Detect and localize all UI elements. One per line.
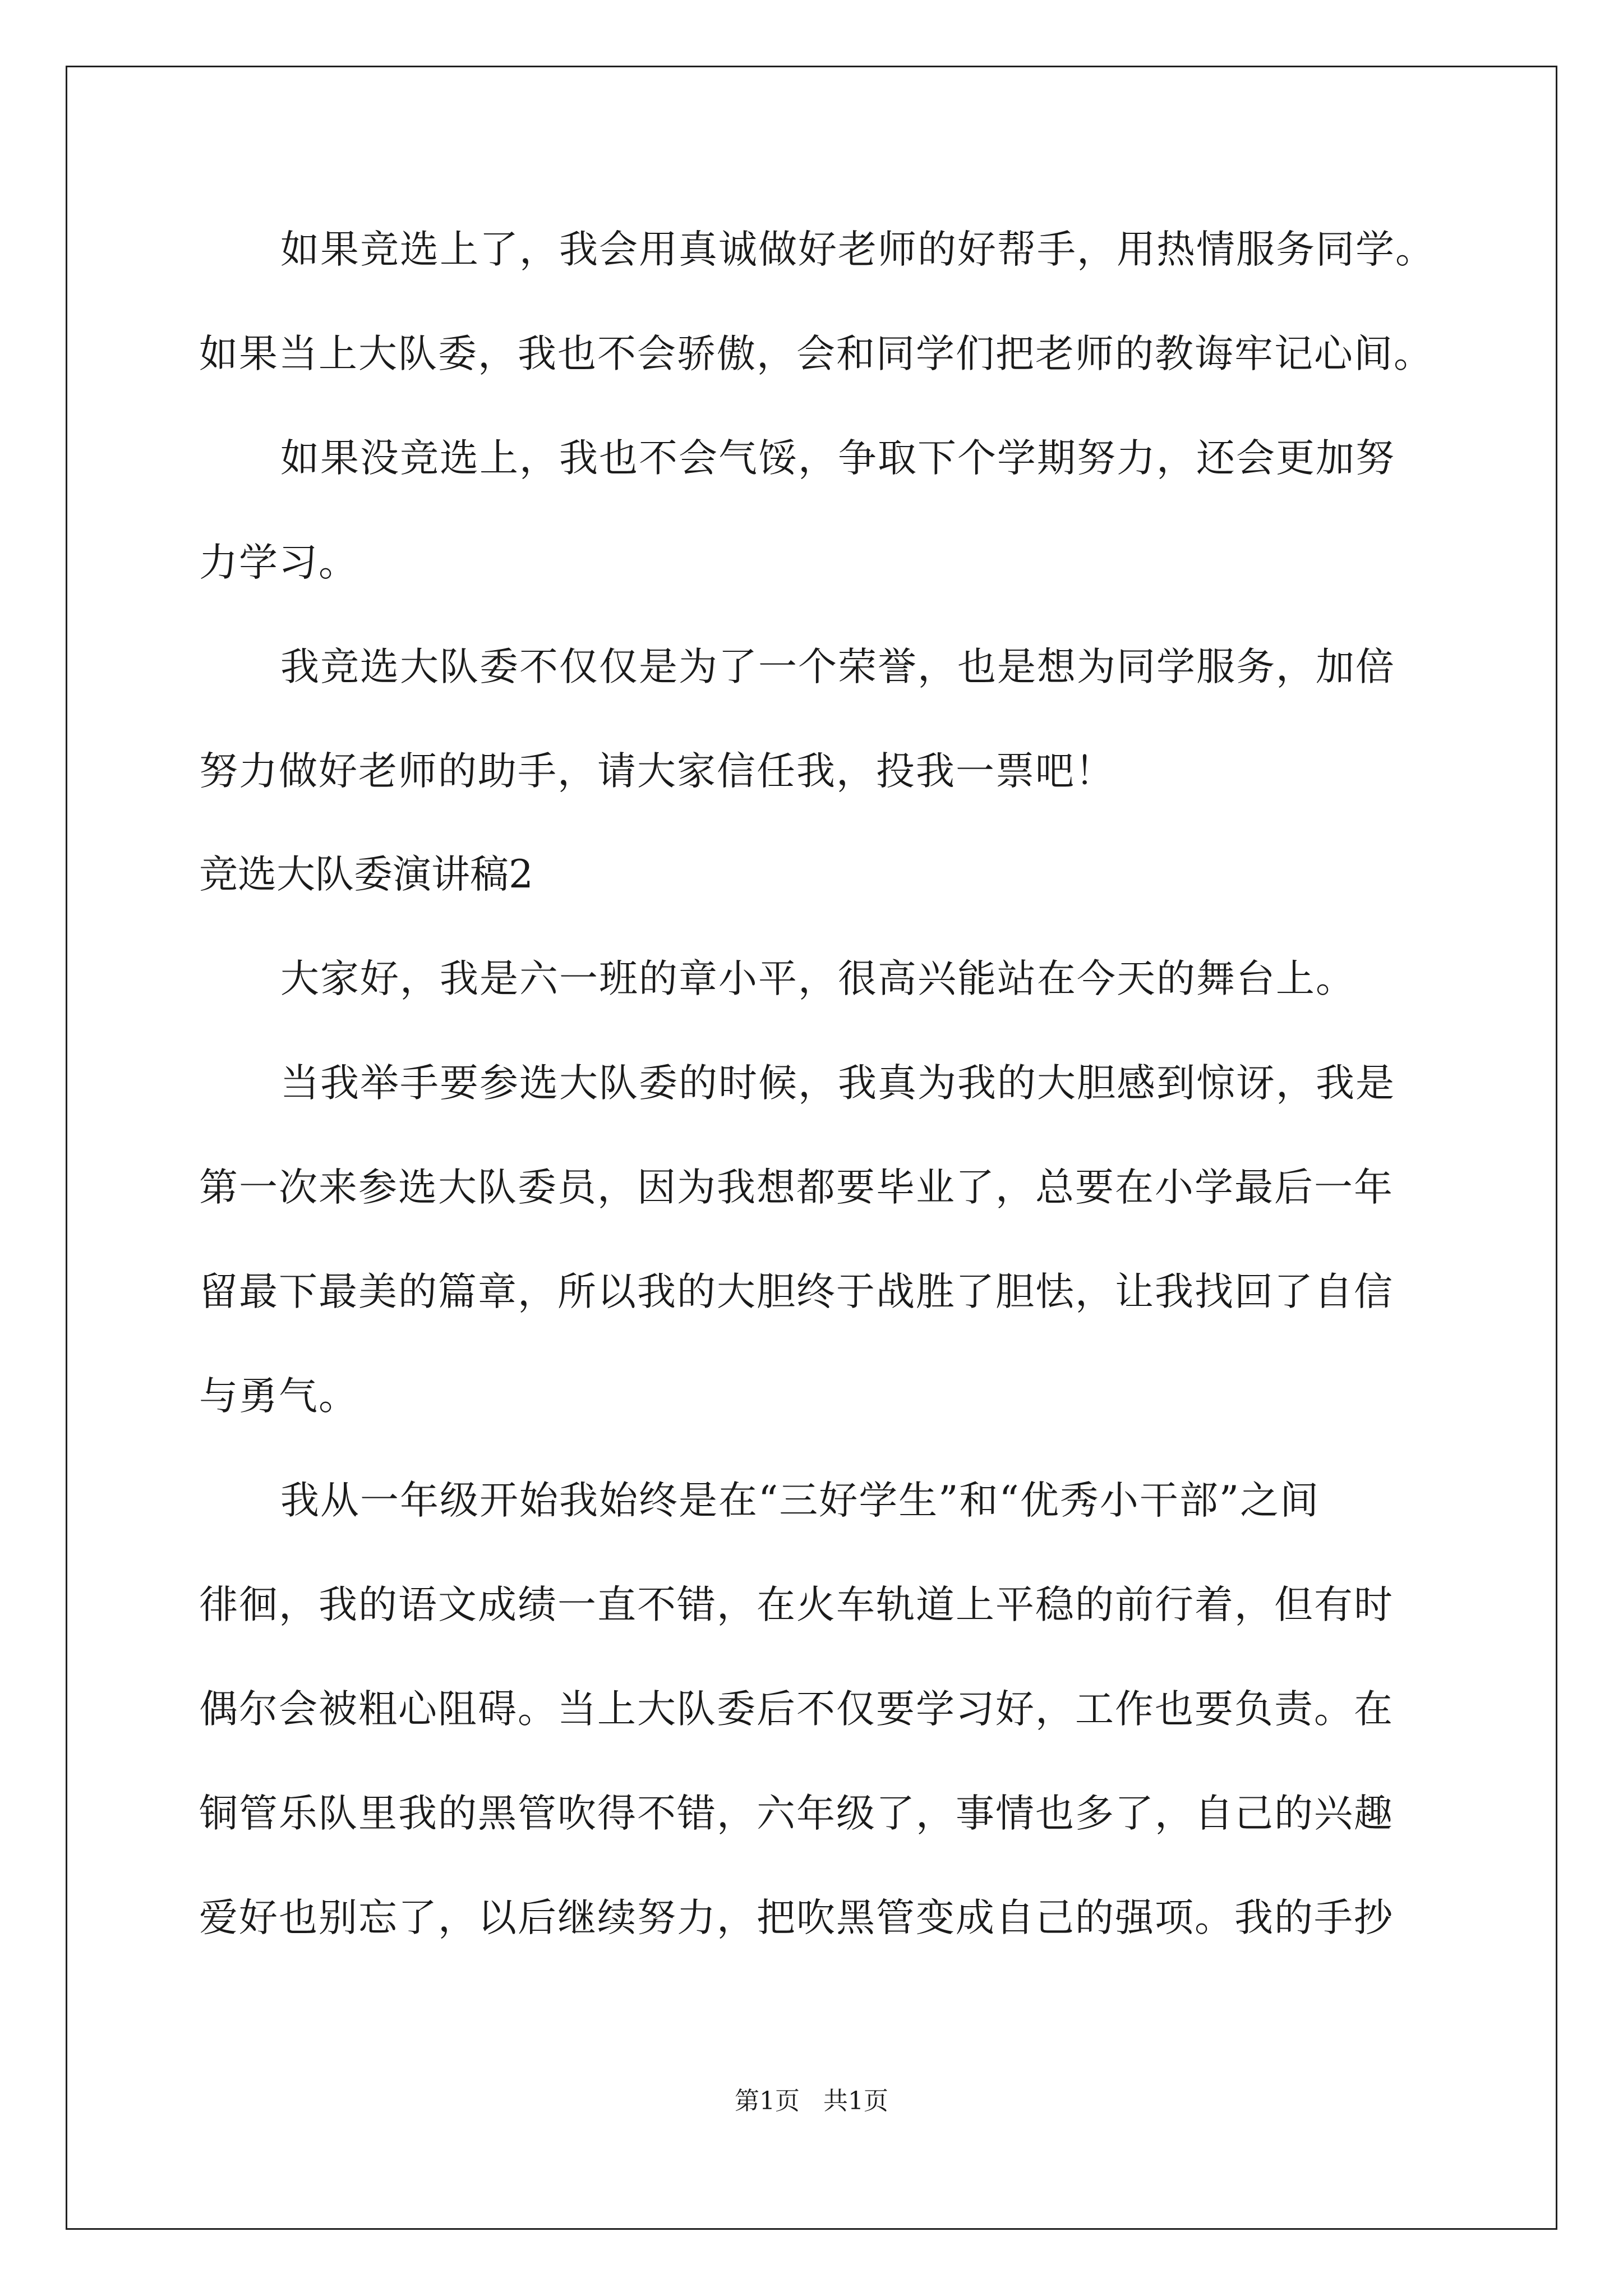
- paragraph-line: 如果竞选上了，我会用真诚做好老师的好帮手，用热情服务同学。: [280, 227, 1435, 272]
- paragraph-line: 铜管乐队里我的黑管吹得不错，六年级了，事情也多了，自己的兴趣: [199, 1791, 1394, 1836]
- section-heading: 竞选大队委演讲稿2: [199, 852, 533, 897]
- paragraph-line: 我从一年级开始我始终是在“三好学生”和“优秀小干部”之间: [280, 1478, 1320, 1523]
- paragraph-line: 我竞选大队委不仅仅是为了一个荣誉，也是想为同学服务，加倍: [280, 645, 1395, 689]
- page-footer: 第1页 共1页: [735, 2087, 888, 2115]
- paragraph-line: 与勇气。: [199, 1374, 358, 1419]
- paragraph-line: 力学习。: [199, 540, 358, 585]
- paragraph-line: 如果当上大队委，我也不会骄傲，会和同学们把老师的教诲牢记心间。: [199, 332, 1433, 376]
- paragraph-line: 徘徊，我的语文成绩一直不错，在火车轨道上平稳的前行着，但有时: [199, 1582, 1394, 1627]
- paragraph-line: 当我举手要参选大队委的时候，我真为我的大胆感到惊讶，我是: [280, 1061, 1395, 1106]
- paragraph-line: 偶尔会被粗心阻碍。当上大队委后不仅要学习好，工作也要负责。在: [199, 1687, 1394, 1732]
- paragraph-line: 大家好，我是六一班的章小平，很高兴能站在今天的舞台上。: [280, 956, 1355, 1001]
- paragraph-line: 爱好也别忘了，以后继续努力，把吹黑管变成自己的强项。我的手抄: [199, 1895, 1394, 1940]
- paragraph-line: 如果没竞选上，我也不会气馁，争取下个学期努力，还会更加努: [280, 436, 1395, 481]
- paragraph-line: 努力做好老师的助手，请大家信任我，投我一票吧！: [199, 749, 1115, 794]
- paragraph-line: 第一次来参选大队委员，因为我想都要毕业了，总要在小学最后一年: [199, 1165, 1394, 1210]
- paragraph-line: 留最下最美的篇章，所以我的大胆终于战胜了胆怯，让我找回了自信: [199, 1269, 1394, 1314]
